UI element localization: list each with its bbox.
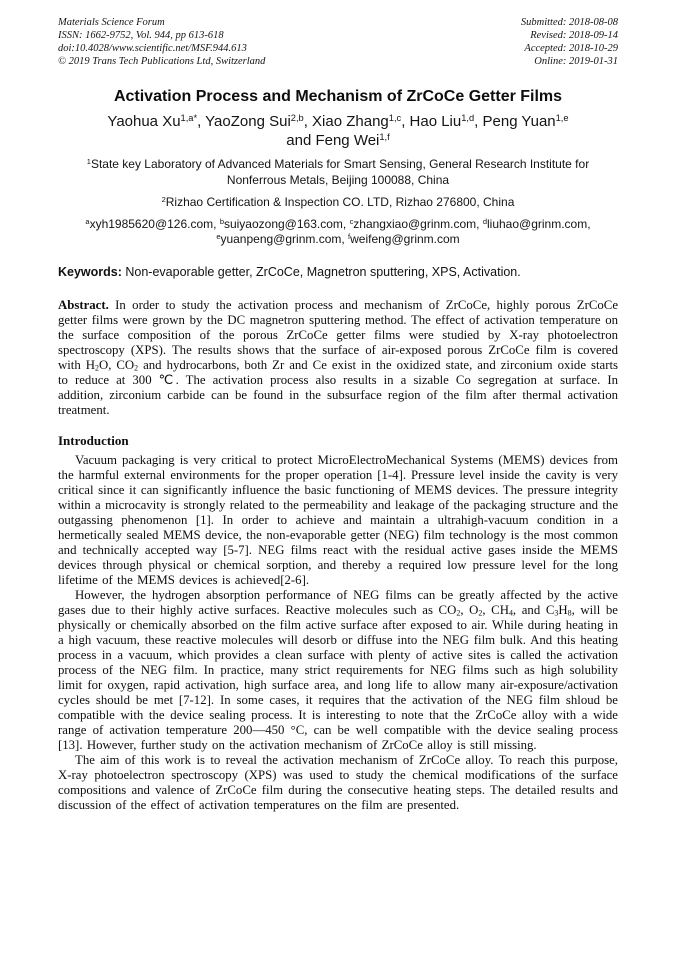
author-emails: $^a$xyh1985620@126.com, $^b$suiyaozong@163.com, $^c$zhangxiao@grinm.com, $^d$liuhao@grinm.com, $^e$yuanpeng@grinm.com, $^f$weifeng@grinm.com	[85, 216, 591, 246]
affiliation-1: $^1$State key Laboratory of Advanced Materials for Smart Sensing, General Research Institute for Nonferrous Metals, Beijing 100088, China	[86, 156, 590, 187]
journal-header	[58, 16, 618, 68]
online-date: Online: 2019-01-31	[534, 56, 618, 67]
journal-issn-volume: ISSN: 1662-9752, Vol. 944, pp 613-618	[58, 30, 224, 41]
journal-name: Materials Science Forum	[58, 17, 165, 28]
revised-date: Revised: 2018-09-14	[530, 30, 618, 41]
keywords-line: Keywords: Non-evaporable getter, ZrCoCe, Magnetron sputtering, XPS, Activation.	[58, 264, 521, 279]
section-heading-introduction: Introduction	[58, 432, 129, 448]
author-line: Yaohua $Xu^{1,a*}$, YaoZong Sui$^{2,b}$, Xiao Zhang$^{1,c}$, Hao Liu$^{1,d}$, Peng Yuan$^{1,e}$ and Feng Wei$^{1,f}$	[107, 112, 569, 149]
affiliation-2: $^2$Rizhao Certification & Inspection CO. LTD, Rizhao 276800, China	[161, 194, 515, 209]
journal-doi: doi:10.4028/www.scientific.net/MSF.944.613	[58, 43, 247, 54]
submission-dates	[521, 16, 618, 68]
accepted-date: Accepted: 2018-10-29	[524, 43, 618, 54]
submitted-date: Submitted: 2018-08-08	[520, 17, 618, 28]
journal-info	[58, 16, 265, 68]
abstract-paragraph: Abstract. In order to study the activation process and mechanism of ZrCoCe, highly porous ZrCoCe getter films were grown by the DC magnetron sputtering method. The effect of activation temperature on the surface composition of the porous ZrCoCe getter films were studied by X-ray photoelectron spectroscopy (XPS). The results shows that the surface of air-exposed porous ZrCoCe film is covered with $H_2O$, $CO_2$ and hydrocarbons, both Zr and Ce exist in the oxidized state, and zirconium oxide starts to reduce at 300 ℃. The activation process also results in a sizable Co segregation at surface. In addition, zirconium carbide can be found in the subsurface region of the film after thermal activation treatment.	[58, 297, 618, 417]
paper-title: Activation Process and Mechanism of ZrCoCe Getter Films	[113, 88, 563, 105]
introduction-paragraph-2: However, the hydrogen absorption performance of NEG films can be greatly affected by the active gases due to their highly active surfaces. Reactive molecules such as $CO_2$, $O_2$, $CH_4$, and $C_3H_8$, will be physically or chemically absorbed on the film active surface after exposed to air. While during heating in a high vacuum, these reactive molecules will desorb or diffuse into the NEG film bulk. And this heating process in a vacuum, which provides a clean surface with plenty of active sites is called the activation process of the NEG film. In practice, many strict requirements for NEG films such as high solubility limit for oxygen, rapid activation, high surface area, and long life to allow many air-exposure/activation cycles should be met [7-12]. In some cases, it requires that the activation of the NEG film shloud be compatible with the device sealing process. It is interesting to note that the ZrCoCe alloy with a wide range of activation temperature 200—450 °C, can be well compatible with the device sealing process [13]. However, further study on the activation mechanism of ZrCoCe alloy is still missing.	[58, 587, 618, 752]
introduction-paragraph-3: The aim of this work is to reveal the activation mechanism of ZrCoCe alloy. To reach this purpose, X-ray photoelectron spectroscopy (XPS) was used to study the chemical modifications of the surface compositions and valence of ZrCoCe film during the consecutive heating steps. The detailed results and discussion of the effect of activation temperatures on the film are presented.	[58, 752, 618, 812]
introduction-paragraph-1: Vacuum packaging is very critical to protect MicroElectroMechanical Systems (MEMS) devices from the harmful external environments for the proper operation [1-4]. Pressure level inside the cavity is very critical since it can significantly influence the basic functioning of MEMS devices. The pressure integrity within a microcavity is strongly related to the permeability and leakage of the packaging structure and the outgassing phenomenon [1]. In order to achieve and maintain a ultrahigh-vacuum condition in a hermetically sealed MEMS device, the non-evaporable getter (NEG) film technology is the most common and technically accepted way [5-7]. NEG films react with the residual active gases inside the MEMS devices through physical or chemical sorption, and thereby a required low pressure level for the long lifetime of the MEMS devices is achieved[2-6].	[58, 452, 618, 587]
journal-copyright: © 2019 Trans Tech Publications Ltd, Switzerland	[58, 56, 266, 67]
